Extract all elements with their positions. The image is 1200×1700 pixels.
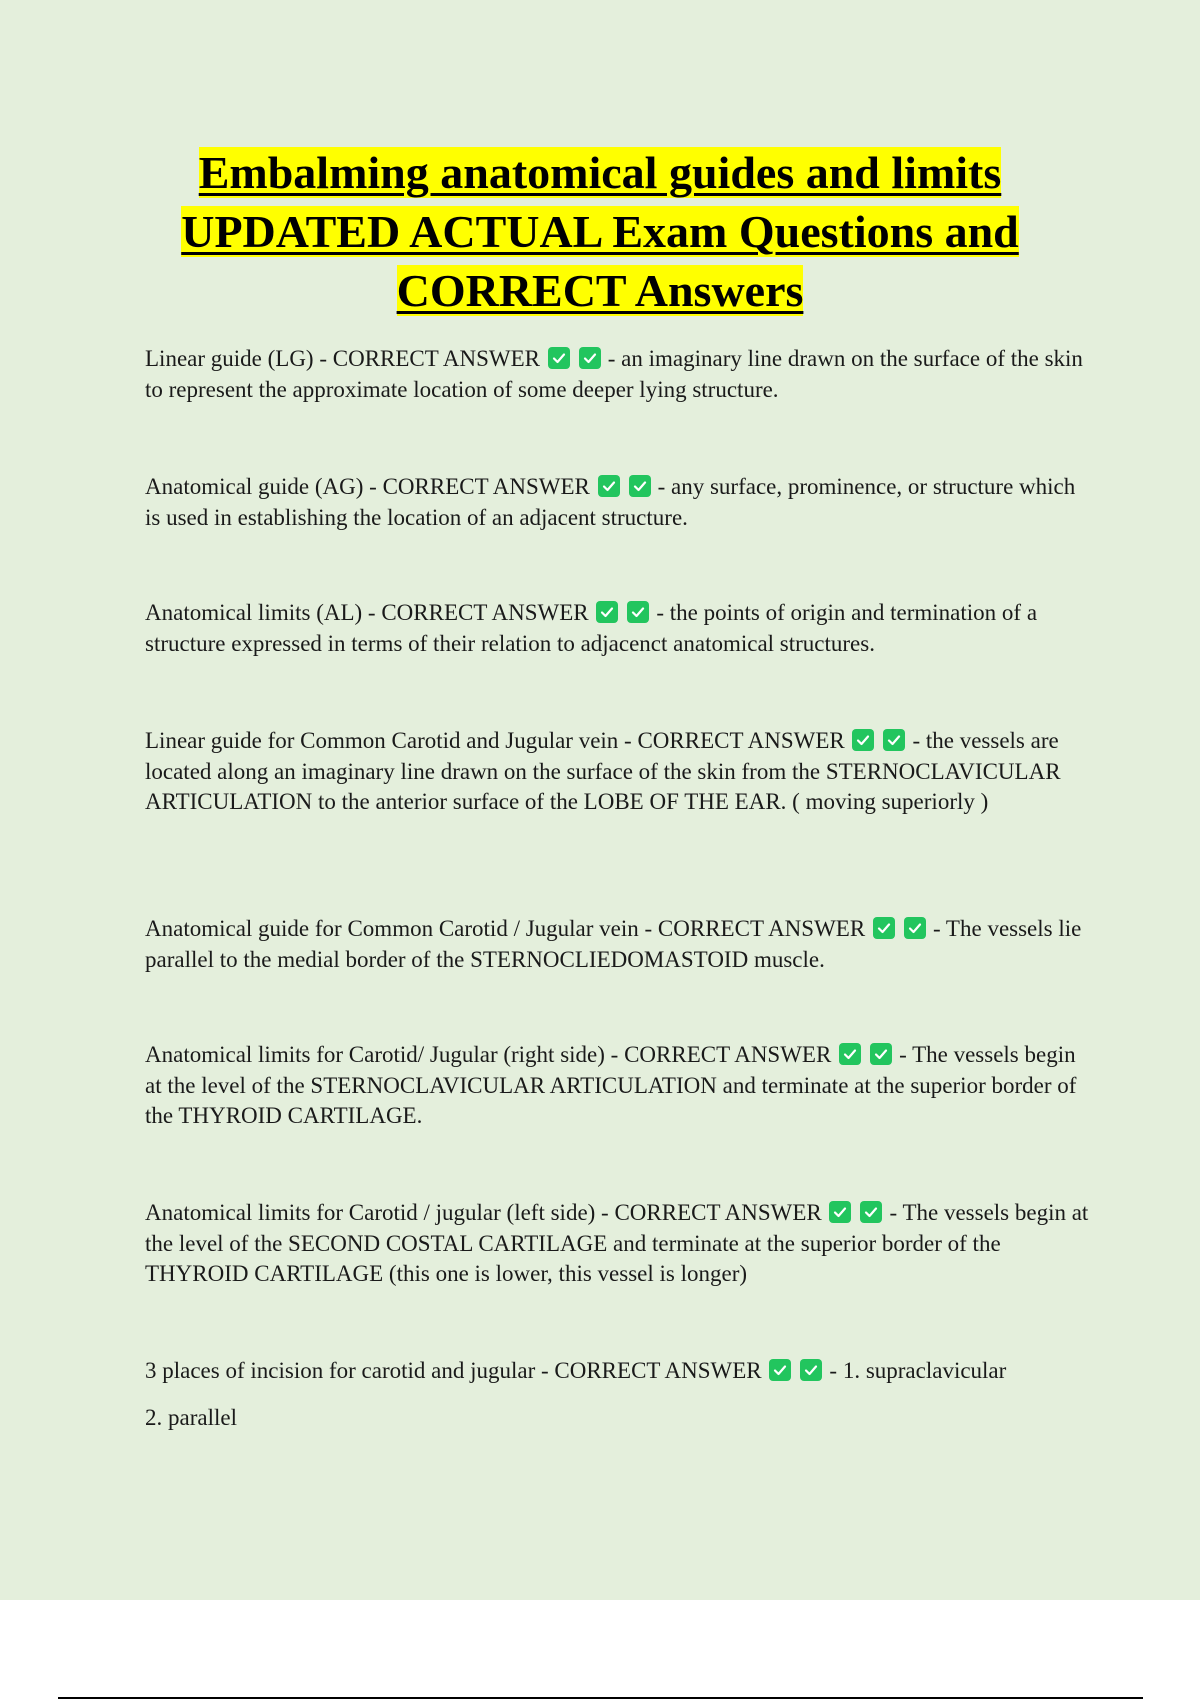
answer-text: - The vessels lie parallel to the medial border of the STERNOCLIEDOMASTOID muscle.	[145, 916, 1082, 972]
check-mark-icon	[627, 601, 649, 623]
check-mark-icon	[769, 1359, 791, 1381]
check-mark-icon	[870, 1043, 892, 1065]
answer-text: - any surface, prominence, or structure which is used in establishing the location of an adjacent structure.	[145, 474, 1076, 530]
question-text: Anatomical guide for Common Carotid / Jugular vein - CORRECT ANSWER	[145, 916, 866, 941]
qa-item	[145, 344, 1095, 405]
qa-item	[145, 726, 1095, 818]
check-mark-icon	[629, 475, 651, 497]
question-text: 3 places of incision for carotid and jugular - CORRECT ANSWER	[145, 1358, 762, 1383]
qa-item	[145, 472, 1095, 533]
check-mark-icon	[579, 347, 601, 369]
answer-text: - The vessels begin at the level of the SECOND COSTAL CARTILAGE and terminate at the superior border of the THYROID CARTILAGE (this one is lower, this vessel is longer)	[145, 1200, 1089, 1286]
qa-item	[145, 1356, 1095, 1433]
title-line-1: Embalming anatomical guides and limits	[198, 147, 1002, 198]
question-text: Anatomical limits for Carotid / jugular (left side) - CORRECT ANSWER	[145, 1200, 822, 1225]
qa-item	[145, 1040, 1095, 1132]
question-text: Anatomical guide (AG) - CORRECT ANSWER	[145, 474, 590, 499]
qa-item	[145, 1198, 1095, 1290]
check-mark-icon	[839, 1043, 861, 1065]
title-line-2: UPDATED ACTUAL Exam Questions and	[181, 206, 1019, 257]
question-text: Linear guide for Common Carotid and Jugular vein - CORRECT ANSWER	[145, 728, 845, 753]
check-mark-icon	[904, 917, 926, 939]
check-mark-icon	[883, 729, 905, 751]
answer-text: - The vessels begin at the level of the STERNOCLAVICULAR ARTICULATION and terminate at the superior border of the THYROID CARTILAGE.	[145, 1042, 1077, 1128]
check-mark-icon	[852, 729, 874, 751]
check-mark-icon	[860, 1201, 882, 1223]
check-mark-icon	[873, 917, 895, 939]
check-mark-icon	[598, 475, 620, 497]
check-mark-icon	[596, 601, 618, 623]
qa-item	[145, 914, 1095, 975]
answer-text: - the vessels are located along an imaginary line drawn on the surface of the skin from the STERNOCLAVICULAR ARTICULATION to the anterior surface of the LOBE OF THE EAR. ( moving superiorly )	[145, 728, 1061, 814]
footer-divider	[58, 1697, 1143, 1699]
check-mark-icon	[829, 1201, 851, 1223]
qa-item	[145, 598, 1095, 659]
question-text: Anatomical limits (AL) - CORRECT ANSWER	[145, 600, 589, 625]
question-text: Linear guide (LG) - CORRECT ANSWER	[145, 346, 540, 371]
title-line-3: CORRECT Answers	[396, 265, 804, 316]
answer-continuation: 2. parallel	[145, 1404, 237, 1430]
answer-text: - 1. supraclavicular	[829, 1358, 1007, 1383]
check-mark-icon	[548, 347, 570, 369]
check-mark-icon	[800, 1359, 822, 1381]
answer-text: - an imaginary line drawn on the surface of the skin to represent the approximate location of some deeper lying structure.	[145, 346, 1083, 402]
question-text: Anatomical limits for Carotid/ Jugular (right side) - CORRECT ANSWER	[145, 1042, 832, 1067]
answer-text: - the points of origin and termination of a structure expressed in terms of their relation to adjacenct anatomical structures.	[145, 600, 1038, 656]
document-title	[100, 143, 1100, 320]
